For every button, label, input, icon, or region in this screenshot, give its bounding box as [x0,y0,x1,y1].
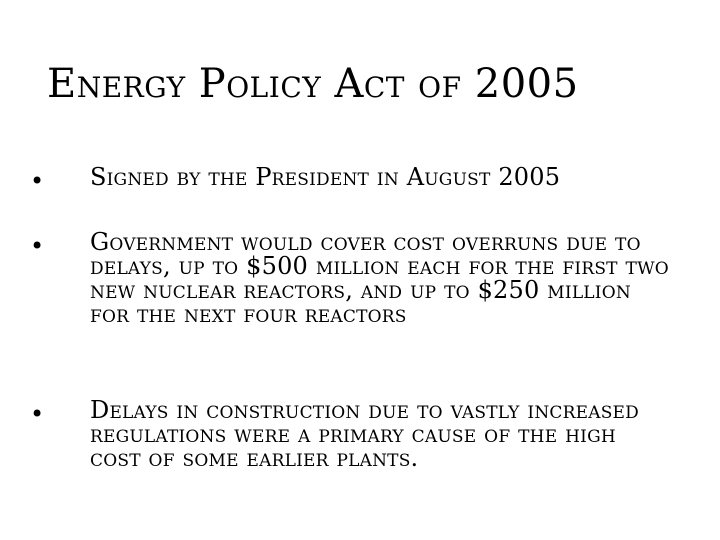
bullet-item [30,398,670,470]
bullet-text: Delays in construction due to vastly increased regulations were a primary cause of the high cost of some earlier plants. [90,396,639,472]
bullet-item [30,230,670,326]
bullet-icon: • [30,167,45,195]
bullet-text: Signed by the President in August 2005 [90,163,561,191]
slide-title: Energy Policy Act of 2005 [47,61,579,107]
bullet-text: Government would cover cost overruns due to delays, up to $500 million each for the first two new nuclear reactors, and up to $250 million for the next four reactors [90,228,669,328]
bullet-item [30,163,670,195]
bullet-icon: • [30,232,45,260]
bullet-icon: • [30,400,45,428]
